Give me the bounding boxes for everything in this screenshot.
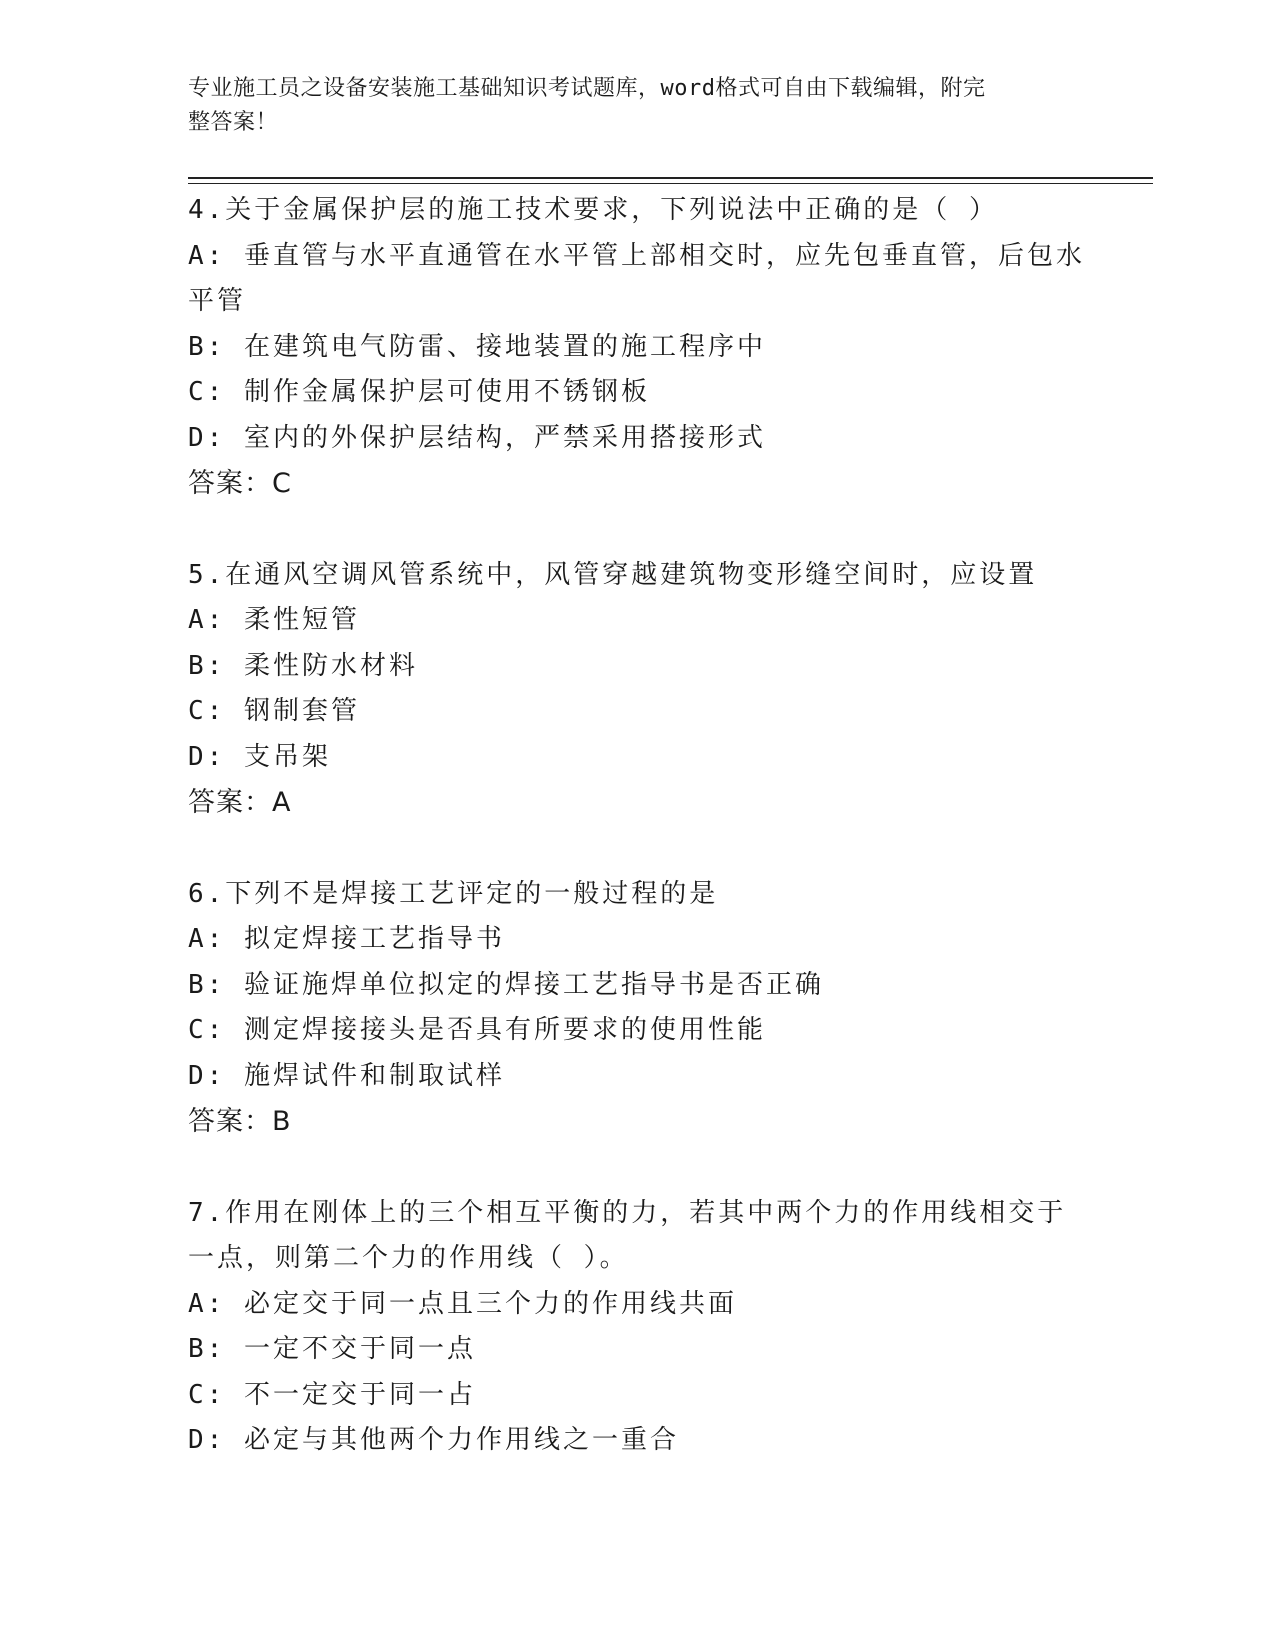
correct-answer: 答案：B — [188, 1106, 292, 1137]
answer-option: D: 室内的外保护层结构，严禁采用搭接形式 — [188, 422, 766, 453]
correct-answer: 答案：A — [188, 787, 292, 818]
answer-option: C: 钢制套管 — [188, 696, 360, 726]
answer-option: D: 支吊架 — [188, 741, 331, 772]
answer-option: B: 柔性防水材料 — [188, 650, 418, 681]
question-spacer — [188, 507, 1088, 553]
answer-option: A: 必定交于同一点且三个力的作用线共面 — [188, 1288, 737, 1319]
question-stem: 5.在通风空调风管系统中，风管穿越建筑物变形缝空间时，应设置 — [188, 559, 1038, 590]
answer-option: A: 拟定焊接工艺指导书 — [188, 924, 505, 954]
answer-option: A: 柔性短管 — [188, 605, 360, 635]
answer-option: C: 制作金属保护层可使用不锈钢板 — [188, 377, 650, 407]
answer-option: A: 垂直管与水平直通管在水平管上部相交时，应先包垂直管，后包水 — [188, 240, 1085, 271]
question-block — [188, 1191, 1088, 1464]
answer-option: B: 在建筑电气防雷、接地装置的施工程序中 — [188, 331, 766, 362]
question-stem: 一点，则第二个力的作用线（ ）。 — [188, 1243, 629, 1273]
answer-option: B: 验证施焊单位拟定的焊接工艺指导书是否正确 — [188, 969, 824, 1000]
answer-option: D: 必定与其他两个力作用线之一重合 — [188, 1425, 679, 1455]
answer-option: C: 测定焊接接头是否具有所要求的使用性能 — [188, 1015, 766, 1045]
answer-option: D: 施焊试件和制取试样 — [188, 1060, 505, 1091]
correct-answer: 答案：C — [188, 468, 292, 499]
question-spacer — [188, 826, 1088, 872]
document-header — [188, 72, 1068, 140]
question-stem: 4.关于金属保护层的施工技术要求，下列说法中正确的是（ ） — [188, 195, 998, 225]
answer-option: 平管 — [188, 286, 247, 316]
question-stem: 6.下列不是焊接工艺评定的一般过程的是 — [188, 878, 719, 909]
question-block — [188, 188, 1088, 507]
header-line-1: 专业施工员之设备安装施工基础知识考试题库，word格式可自由下载编辑，附完 — [188, 76, 986, 101]
question-spacer — [188, 1145, 1088, 1191]
header-line-2: 整答案！ — [188, 110, 279, 135]
question-list — [188, 188, 1088, 1464]
header-divider-thin — [188, 183, 1153, 184]
question-block — [188, 872, 1088, 1145]
header-divider-thick — [188, 177, 1153, 179]
answer-option: C: 不一定交于同一占 — [188, 1379, 476, 1410]
answer-option: B: 一定不交于同一点 — [188, 1334, 476, 1364]
question-stem: 7.作用在刚体上的三个相互平衡的力，若其中两个力的作用线相交于 — [188, 1197, 1067, 1228]
question-block — [188, 553, 1088, 826]
